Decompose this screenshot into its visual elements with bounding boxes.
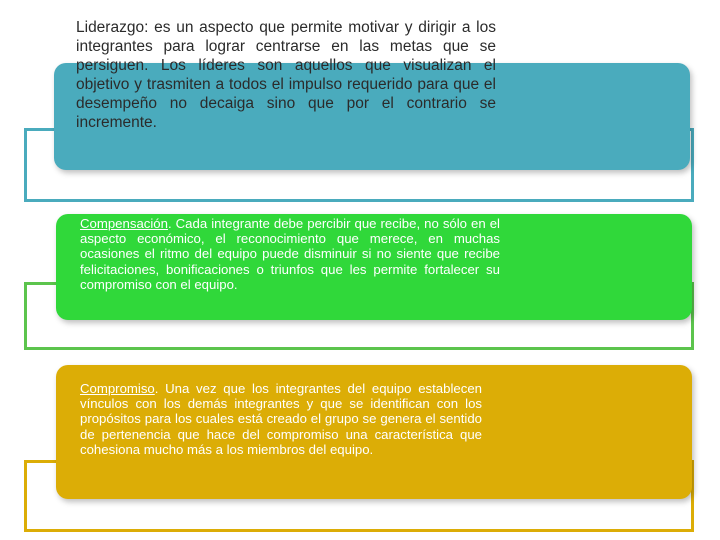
commitment-body: . Una vez que los integrantes del equipo establecen vínculos con los demás integrantes y que se identifican con los propósitos para los cuales está creado el grupo se genera el sentido de pertenencia que hace del compromiso una característica que cohesiona mucho más a los miembros del equipo. — [80, 381, 482, 457]
compensation-term: Compensación — [80, 216, 168, 231]
leadership-text — [76, 18, 496, 132]
compensation-body: . Cada integrante debe percibir que recibe, no sólo en el aspecto económico, el reconocimiento que merece, en muchas ocasiones el ritmo del equipo puede disminuir si no siente que recibe felicitaciones, bonificaciones o triunfos que les permite fortalecer su compromiso con el equipo. — [80, 216, 500, 292]
commitment-term: Compromiso — [80, 381, 155, 396]
leadership-term: Liderazgo — [76, 19, 145, 36]
leadership-body: : es un aspecto que permite motivar y dirigir a los integrantes para lograr centrarse en las metas que se persiguen. Los líderes son aquellos que visualizan el objetivo y trasmiten a todos el impulso requerido para que el desempeño no decaiga sino que por el contrario se incremente. — [76, 19, 496, 131]
compensation-text — [80, 216, 500, 292]
commitment-text — [80, 381, 482, 457]
